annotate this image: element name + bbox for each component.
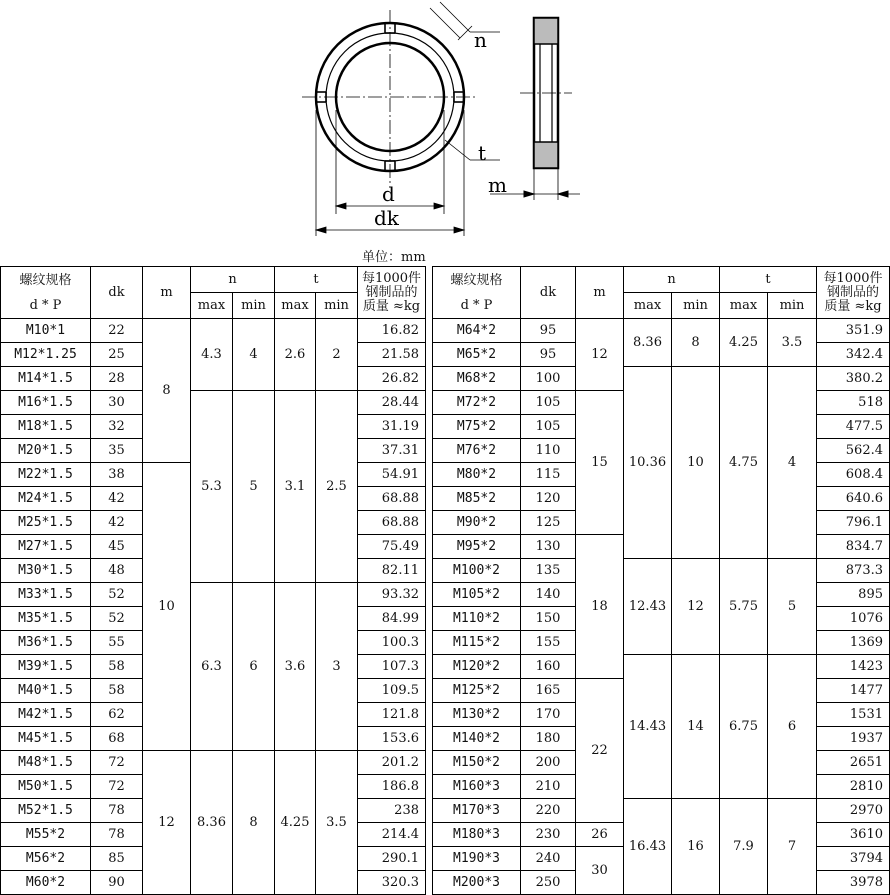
table-row [433,799,890,823]
cell-dk: 90 [91,871,143,895]
cell-mass: 31.19 [358,415,426,439]
cell-spec: M72*2 [433,391,521,415]
cell-dk: 160 [521,655,576,679]
cell-mass: 873.3 [817,559,890,583]
cell-mass: 107.3 [358,655,426,679]
cell-spec: M76*2 [433,439,521,463]
header-spec-line2: d * P [460,297,493,313]
cell-t-min: 2 [316,319,358,391]
cell-dk: 62 [91,703,143,727]
cell-spec: M48*1.5 [1,751,91,775]
cell-mass: 186.8 [358,775,426,799]
cell-dk: 55 [91,631,143,655]
cell-n-min: 8 [233,751,275,895]
cell-t-max: 2.6 [275,319,316,391]
cell-mass: 290.1 [358,847,426,871]
cell-mass: 153.6 [358,727,426,751]
table-row [433,367,890,391]
cell-spec: M14*1.5 [1,367,91,391]
header-t-min: min [768,293,817,319]
cell-dk: 48 [91,559,143,583]
cell-n-max: 16.43 [624,799,672,895]
table-row [1,319,426,343]
cell-n-min: 16 [672,799,720,895]
header-n-min: min [233,293,275,319]
cell-spec: M45*1.5 [1,727,91,751]
cell-t-min: 7 [768,799,817,895]
cell-mass: 2810 [817,775,890,799]
label-dk: dk [374,206,399,230]
header-t-max: max [275,293,316,319]
cell-spec: M80*2 [433,463,521,487]
cell-dk: 30 [91,391,143,415]
cell-dk: 155 [521,631,576,655]
cell-mass: 3794 [817,847,890,871]
header-spec-line2: d * P [29,297,62,313]
cell-spec: M55*2 [1,823,91,847]
cell-spec: M115*2 [433,631,521,655]
cell-mass: 26.82 [358,367,426,391]
header-mass [358,267,426,319]
cell-mass: 562.4 [817,439,890,463]
cell-spec: M52*1.5 [1,799,91,823]
header-spec [433,267,521,319]
cell-dk: 28 [91,367,143,391]
table-row [433,559,890,583]
table-row [1,751,426,775]
cell-spec: M50*1.5 [1,775,91,799]
table-row [433,655,890,679]
cell-spec: M18*1.5 [1,415,91,439]
cell-dk: 72 [91,775,143,799]
table-row [433,319,890,343]
cell-spec: M125*2 [433,679,521,703]
header-dk: dk [91,267,143,319]
cell-mass: 1937 [817,727,890,751]
cell-dk: 130 [521,535,576,559]
cell-t-max: 3.6 [275,583,316,751]
cell-dk: 35 [91,439,143,463]
cell-mass: 16.82 [358,319,426,343]
cell-m: 18 [576,535,624,679]
cell-spec: M95*2 [433,535,521,559]
header-t: t [720,267,817,293]
cell-spec: M39*1.5 [1,655,91,679]
cell-dk: 125 [521,511,576,535]
cell-mass: 93.32 [358,583,426,607]
cell-mass: 608.4 [817,463,890,487]
cell-mass: 834.7 [817,535,890,559]
cell-spec: M120*2 [433,655,521,679]
cell-dk: 100 [521,367,576,391]
cell-mass: 68.88 [358,511,426,535]
cell-mass: 342.4 [817,343,890,367]
cell-dk: 22 [91,319,143,343]
header-mass-line2: 钢制品的 [365,284,418,300]
cell-m: 12 [576,319,624,391]
cell-spec: M64*2 [433,319,521,343]
cell-spec: M25*1.5 [1,511,91,535]
cell-dk: 72 [91,751,143,775]
cell-spec: M68*2 [433,367,521,391]
left-spec-table [0,266,426,895]
cell-dk: 230 [521,823,576,847]
cell-dk: 180 [521,727,576,751]
cell-dk: 42 [91,487,143,511]
cell-spec: M30*1.5 [1,559,91,583]
cell-n-min: 6 [233,583,275,751]
cell-dk: 210 [521,775,576,799]
cell-t-min: 3.5 [316,751,358,895]
cell-dk: 95 [521,343,576,367]
cell-m: 12 [143,751,191,895]
cell-dk: 42 [91,511,143,535]
cell-mass: 1369 [817,631,890,655]
cell-t-min: 3 [316,583,358,751]
cell-mass: 320.3 [358,871,426,895]
cell-spec: M105*2 [433,583,521,607]
cell-dk: 105 [521,391,576,415]
cell-t-min: 2.5 [316,391,358,583]
cell-dk: 170 [521,703,576,727]
cell-mass: 75.49 [358,535,426,559]
header-mass-line3: 质量 ≈kg [824,298,882,314]
cell-dk: 58 [91,655,143,679]
cell-dk: 250 [521,871,576,895]
cell-mass: 68.88 [358,487,426,511]
cell-spec: M10*1 [1,319,91,343]
header-n-max: max [624,293,672,319]
cell-t-min: 5 [768,559,817,655]
cell-dk: 200 [521,751,576,775]
cell-dk: 165 [521,679,576,703]
label-d: d [382,182,395,206]
cell-spec: M110*2 [433,607,521,631]
cell-m: 8 [143,319,191,463]
cell-mass: 54.91 [358,463,426,487]
cell-mass: 1423 [817,655,890,679]
cell-mass: 82.11 [358,559,426,583]
cell-dk: 115 [521,463,576,487]
header-m: m [576,267,624,319]
cell-dk: 78 [91,823,143,847]
cell-dk: 220 [521,799,576,823]
cell-spec: M190*3 [433,847,521,871]
cell-spec: M160*3 [433,775,521,799]
cell-dk: 95 [521,319,576,343]
cell-dk: 52 [91,583,143,607]
cell-spec: M22*1.5 [1,463,91,487]
cell-mass: 1477 [817,679,890,703]
cell-spec: M27*1.5 [1,535,91,559]
cell-n-max: 14.43 [624,655,672,799]
cell-dk: 38 [91,463,143,487]
cell-n-max: 8.36 [624,319,672,367]
header-spec-line1: 螺纹规格 [19,272,72,288]
cell-mass: 640.6 [817,487,890,511]
front-view [302,2,500,236]
cell-spec: M20*1.5 [1,439,91,463]
unit-label: 单位：mm [362,250,426,265]
cell-spec: M180*3 [433,823,521,847]
header-mass-line2: 钢制品的 [826,284,879,300]
cell-spec: M90*2 [433,511,521,535]
cell-dk: 25 [91,343,143,367]
cell-spec: M60*2 [1,871,91,895]
lock-nut-drawing [0,0,890,262]
cell-spec: M85*2 [433,487,521,511]
cell-mass: 477.5 [817,415,890,439]
cell-mass: 214.4 [358,823,426,847]
label-n: n [474,28,487,52]
cell-t-max: 7.9 [720,799,768,895]
cell-mass: 351.9 [817,319,890,343]
cell-mass: 1531 [817,703,890,727]
cell-mass: 37.31 [358,439,426,463]
cell-spec: M24*1.5 [1,487,91,511]
cell-mass: 100.3 [358,631,426,655]
cell-dk: 52 [91,607,143,631]
cell-t-max: 5.75 [720,559,768,655]
cell-t-max: 6.75 [720,655,768,799]
cell-spec: M150*2 [433,751,521,775]
header-mass [817,267,890,319]
cell-n-min: 5 [233,391,275,583]
cell-t-max: 4.75 [720,367,768,559]
cell-n-min: 8 [672,319,720,367]
label-t: t [478,141,487,165]
cell-n-max: 12.43 [624,559,672,655]
cell-spec: M75*2 [433,415,521,439]
cell-dk: 58 [91,679,143,703]
cell-m: 26 [576,823,624,847]
header-spec [1,267,91,319]
cell-m: 15 [576,391,624,535]
cell-spec: M130*2 [433,703,521,727]
cell-mass: 3610 [817,823,890,847]
header-spec-line1: 螺纹规格 [450,272,503,288]
cell-t-max: 4.25 [720,319,768,367]
right-spec-table [432,266,890,895]
cell-spec: M56*2 [1,847,91,871]
cell-n-min: 14 [672,655,720,799]
header-mass-line1: 每1000件 [823,270,883,286]
cell-mass: 121.8 [358,703,426,727]
header-m: m [143,267,191,319]
cell-t-min: 3.5 [768,319,817,367]
cell-m: 10 [143,463,191,751]
cell-spec: M200*3 [433,871,521,895]
cell-spec: M65*2 [433,343,521,367]
cell-n-max: 5.3 [191,391,233,583]
cell-dk: 68 [91,727,143,751]
header-n: n [624,267,720,293]
cell-spec: M36*1.5 [1,631,91,655]
cell-spec: M33*1.5 [1,583,91,607]
cell-dk: 85 [91,847,143,871]
header-mass-line3: 质量 ≈kg [362,298,421,314]
cell-mass: 2651 [817,751,890,775]
cell-m: 22 [576,679,624,823]
cell-mass: 1076 [817,607,890,631]
cell-dk: 105 [521,415,576,439]
table-row [1,391,426,415]
header-n: n [191,267,275,293]
cell-spec: M40*1.5 [1,679,91,703]
cell-n-min: 10 [672,367,720,559]
header-t: t [275,267,358,293]
cell-mass: 518 [817,391,890,415]
cell-m: 30 [576,847,624,895]
cell-spec: M140*2 [433,727,521,751]
cell-n-min: 4 [233,319,275,391]
cell-n-min: 12 [672,559,720,655]
cell-n-max: 8.36 [191,751,233,895]
cell-mass: 3978 [817,871,890,895]
cell-dk: 110 [521,439,576,463]
cell-n-max: 4.3 [191,319,233,391]
header-t-min: min [316,293,358,319]
cell-t-min: 4 [768,367,817,559]
cell-spec: M35*1.5 [1,607,91,631]
cell-dk: 32 [91,415,143,439]
cell-spec: M42*1.5 [1,703,91,727]
header-t-max: max [720,293,768,319]
header-dk: dk [521,267,576,319]
cell-n-max: 10.36 [624,367,672,559]
cell-dk: 150 [521,607,576,631]
cell-mass: 238 [358,799,426,823]
cell-t-max: 3.1 [275,391,316,583]
header-mass-line1: 每1000件 [361,270,422,286]
cell-dk: 140 [521,583,576,607]
header-n-min: min [672,293,720,319]
cell-dk: 135 [521,559,576,583]
cell-spec: M12*1.25 [1,343,91,367]
cell-dk: 45 [91,535,143,559]
label-m: m [488,173,507,197]
cell-mass: 28.44 [358,391,426,415]
cell-t-min: 6 [768,655,817,799]
cell-t-max: 4.25 [275,751,316,895]
cell-n-max: 6.3 [191,583,233,751]
cell-mass: 201.2 [358,751,426,775]
cell-spec: M16*1.5 [1,391,91,415]
cell-spec: M170*3 [433,799,521,823]
cell-mass: 109.5 [358,679,426,703]
cell-dk: 120 [521,487,576,511]
cell-mass: 84.99 [358,607,426,631]
cell-mass: 380.2 [817,367,890,391]
cell-dk: 78 [91,799,143,823]
cell-dk: 240 [521,847,576,871]
cell-mass: 2970 [817,799,890,823]
table-row [1,583,426,607]
cell-spec: M100*2 [433,559,521,583]
header-n-max: max [191,293,233,319]
cell-mass: 796.1 [817,511,890,535]
cell-mass: 895 [817,583,890,607]
cell-mass: 21.58 [358,343,426,367]
